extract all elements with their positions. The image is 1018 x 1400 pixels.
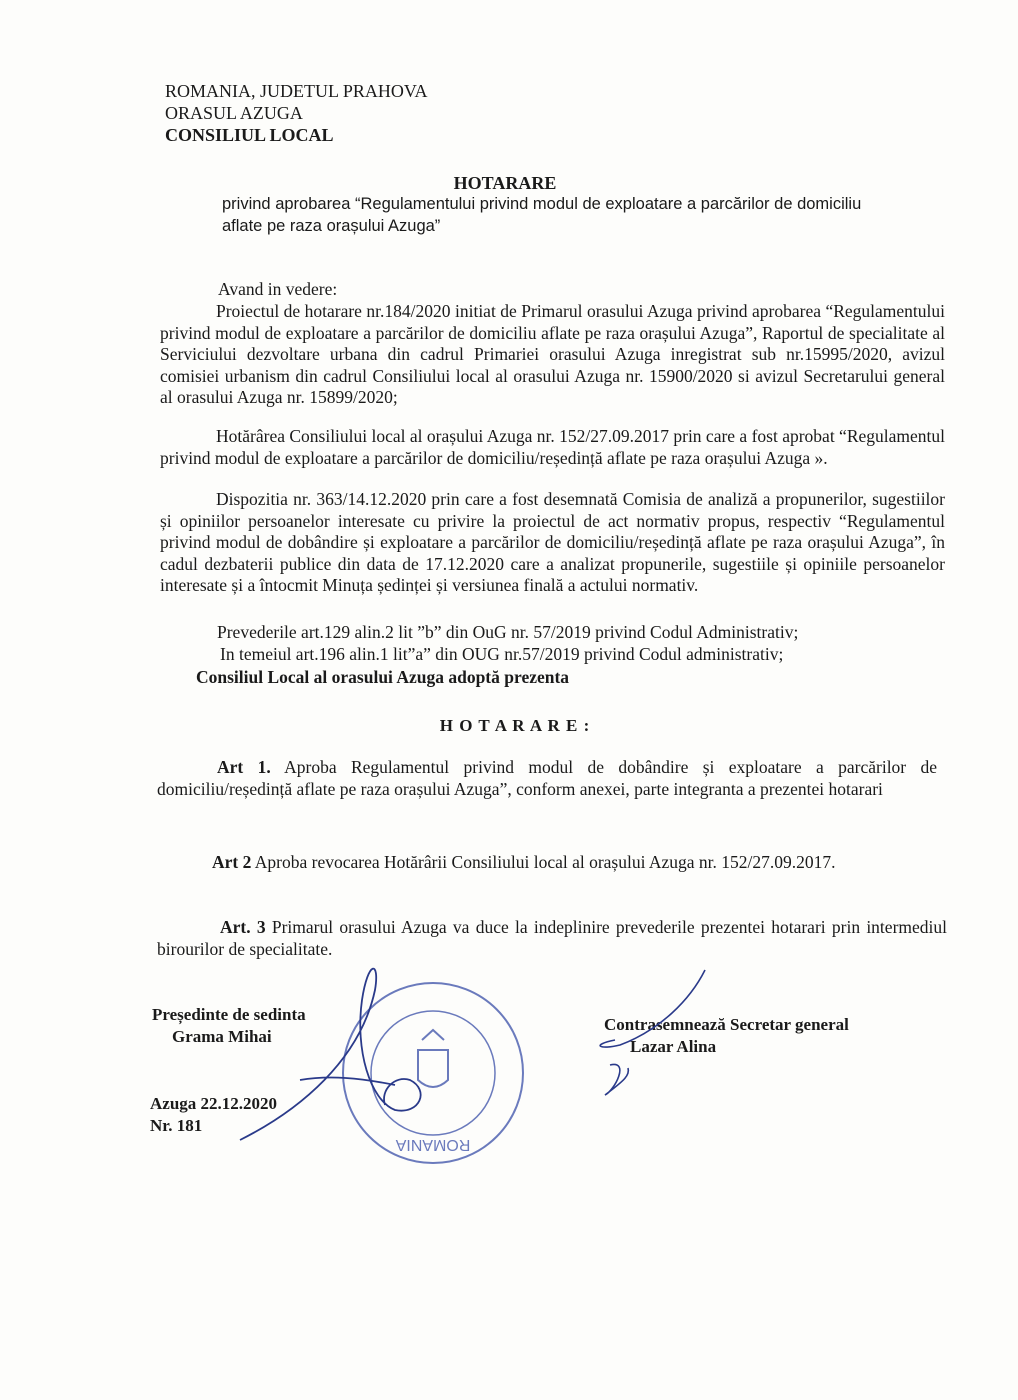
consideration-1: Proiectul de hotarare nr.184/2020 initiat de Primarul orasului Azuga privind aprobarea “Regulamentului privind modul de exploatare a parcărilor de domiciliu aflate pe raza orașului Azuga”, Raportul de specialitate al Serviciului dezvoltare urbana din cadrul Primariei orasului Azuga inregistrat sub nr.15995/2020, avizul comisiei urbanism din cadrul Consiliului local al orasului Azuga nr. 15900/2020 si avizul Secretarului general al orasului Azuga nr. 15899/2020; <box>160 301 945 408</box>
header-line-1: ROMANIA, JUDETUL PRAHOVA <box>165 81 428 101</box>
secretary-signature <box>600 970 705 1095</box>
president-role: Președinte de sedinta <box>152 1005 306 1024</box>
article-3-text: Primarul orasului Azuga va duce la indeplinire prevederile prezentei hotarari prin intermediul birourilor de specialitate. <box>157 917 947 959</box>
intro-text: Avand in vedere: <box>218 279 338 299</box>
secretary-role: Contrasemnează Secretar general <box>604 1015 849 1034</box>
header-line-2: ORASUL AZUGA <box>165 103 303 123</box>
article-1-text: Aproba Regulamentul privind modul de dobândire și exploatare a parcărilor de domiciliu/reședință aflate pe raza orașului Azuga”, conform anexei, parte integranta a prezentei hotarari <box>157 757 938 799</box>
document-title: HOTARARE <box>453 173 557 193</box>
svg-text:ROMANIA: ROMANIA <box>395 1136 471 1153</box>
consideration-3: Dispozitia nr. 363/14.12.2020 prin care a fost desemnată Comisia de analiză a propunerilor, sugestiilor și opiniilor persoanelor interesate cu privire la proiectul de act normativ propus, respectiv “Regulamentul privind modul de dobândire și exploatare a parcărilor de domiciliu/reședință aflate pe raza orașului Azuga”, în cadul dezbaterii publice din data de 17.12.2020 care a analizat propunerile, sugestiile și opiniile persoanelor interesate și a întocmit Minuța ședinței și versiunea finală a actului normativ. <box>160 489 945 596</box>
president-name: Grama Mihai <box>172 1027 272 1046</box>
document-subtitle: privind aprobarea “Regulamentului privind modul de exploatare a parcărilor de domiciliu aflate pe raza orașului Azuga” <box>222 195 862 235</box>
article-2-label: Art 2 <box>212 852 252 872</box>
header-line-3: CONSILIUL LOCAL <box>165 125 334 145</box>
decision-number: Nr. 181 <box>150 1116 203 1135</box>
consideration-2: Hotărârea Consiliului local al orașului Azuga nr. 152/27.09.2017 prin care a fost aprobat “Regulamentul privind modul de exploatare a parcărilor de domiciliu/reședință aflate pe raza orașului Azuga ». <box>160 426 945 468</box>
place-date: Azuga 22.12.2020 <box>150 1094 278 1113</box>
consideration-5: In temeiul art.196 alin.1 lit”a” din OUG nr.57/2019 privind Codul administrativ; <box>220 644 784 664</box>
president-signature <box>240 969 421 1140</box>
article-2-text: Aproba revocarea Hotărârii Consiliului local al orașului Azuga nr. 152/27.09.2017. <box>251 852 836 872</box>
consideration-4: Prevederile art.129 alin.2 lit ”b” din OuG nr. 57/2019 privind Codul Administrativ; <box>217 622 799 642</box>
decision-title: H O T A R A R E : <box>439 716 591 735</box>
article-3-label: Art. 3 <box>220 917 266 937</box>
article-1-label: Art 1. <box>217 757 271 777</box>
secretary-name: Lazar Alina <box>630 1037 717 1056</box>
adopts-text: Consiliul Local al orasului Azuga adoptă prezenta <box>196 667 570 687</box>
